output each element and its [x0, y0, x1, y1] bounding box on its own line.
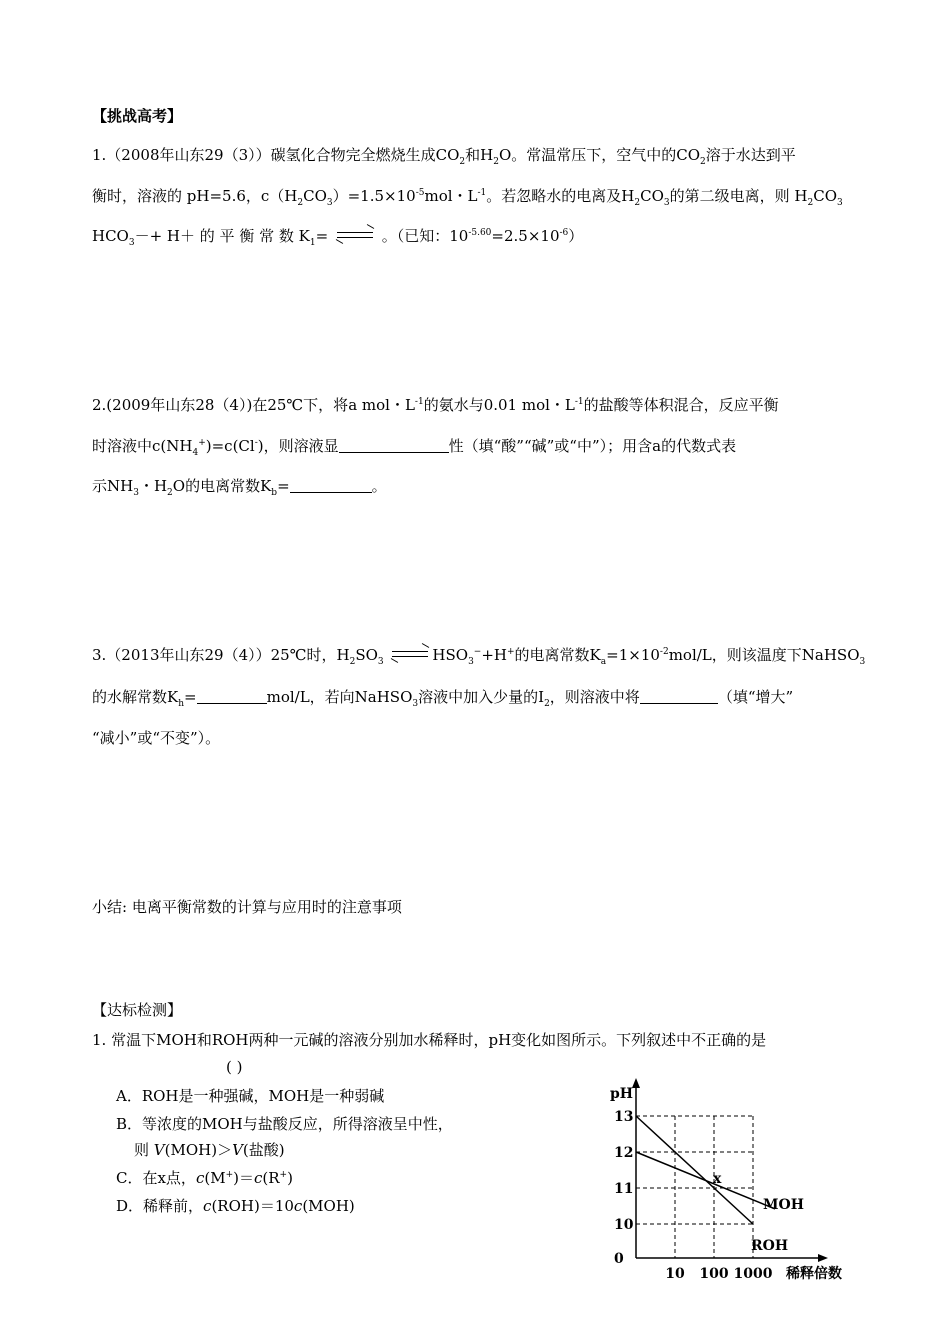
- answer-paren: ( ): [226, 1058, 243, 1076]
- answer-blank[interactable]: [640, 689, 718, 704]
- option-b-line1: B．等浓度的MOH与盐酸反应，所得溶液呈中性，: [116, 1115, 453, 1133]
- x-tick-label: 10: [665, 1266, 685, 1282]
- option-d: D．稀释前，c(ROH)＝10c(MOH): [116, 1197, 355, 1215]
- equilibrium-arrow-icon: [337, 230, 373, 240]
- x-tick-label: 1000: [733, 1266, 773, 1282]
- q1-stem: 1. 常温下MOH和ROH两种一元碱的溶液分别加水稀释时，pH变化如图所示。下列叙述中不正确的是: [92, 1031, 767, 1049]
- option-a: A．ROH是一种强碱，MOH是一种弱碱: [116, 1087, 385, 1105]
- q3-line1: 3.（2013年山东29（4））25℃时，$H_2SO_3$ $HSO_3^-+H^+$的电离常数$K_a=1\times 10^{-2}mol/L$，则该温度下NaHSO$_3$: [92, 645, 865, 665]
- x-axis-label: 稀释倍数: [786, 1266, 842, 1282]
- q2-line2: 时溶液中$c(NH_4^+)=c(Cl^-)$，则溶液显 性（填“酸”“碱”或“中”）；用含a的代数式表: [92, 437, 737, 458]
- q3-line2: 的水解常数$K_h= mol/L$，若向NaHSO$_3$溶液中加入少量的$I_2$，则溶液中将 （填“增大”: [92, 688, 794, 709]
- answer-blank[interactable]: [339, 438, 449, 453]
- q2-line3: 示$NH_3$・$H_2O$的电离常数$K_b=$ 。: [92, 477, 387, 498]
- y-tick-label: 0: [614, 1251, 624, 1267]
- series-line-roh: [636, 1116, 753, 1224]
- point-x-label: x: [713, 1171, 722, 1187]
- option-b-line2: 则 V(MOH)＞V(盐酸): [134, 1141, 285, 1159]
- ph-dilution-chart: [600, 1078, 860, 1288]
- y-tick-label: 10: [614, 1217, 634, 1233]
- y-tick-label: 12: [614, 1145, 634, 1161]
- y-tick-label: 13: [614, 1109, 634, 1125]
- y-axis-arrow-icon: [632, 1078, 640, 1088]
- summary-text: 小结: 电离平衡常数的计算与应用时的注意事项: [92, 898, 402, 916]
- x-tick-label: 100: [699, 1266, 729, 1282]
- answer-blank[interactable]: [290, 478, 372, 493]
- equilibrium-arrow-icon: [392, 649, 428, 659]
- option-c: C．在x点，c(M+)＝c(R+): [116, 1169, 293, 1187]
- series-label-roh: ROH: [751, 1238, 789, 1254]
- answer-blank[interactable]: [197, 689, 267, 704]
- chart-grid: [636, 1116, 753, 1258]
- q1-line1: 1.（2008年山东29（3））碳氢化合物完全燃烧生成$CO_2$和$H_2O$。常温常压下，空气中的$CO_2$溶于水达到平: [92, 146, 796, 167]
- y-tick-label: 11: [614, 1181, 634, 1197]
- section-title-challenge: 【挑战高考】: [92, 107, 183, 125]
- q2-line1: 2.(2009年山东28（4）)在25℃下，将a mol・$L^{-1}$的氨水与0.01 mol・$L^{-1}$的盐酸等体积混合，反应平衡: [92, 396, 779, 414]
- q1-line2: 衡时，溶液的 pH=5.6，$c(H_2CO_3)=1.5\times 10^{-5}mol$・$L^{-1}$。若忽略水的电离及$H_2CO_3$的第二级电离，则 $H_2CO_3$: [92, 187, 843, 208]
- section-title-check: 【达标检测】: [92, 1001, 183, 1019]
- q3-line3: “减小”或“不变”）。: [92, 729, 221, 747]
- x-axis-arrow-icon: [818, 1254, 828, 1262]
- y-axis-label: pH: [610, 1086, 634, 1102]
- q1-line3: $HCO_3-+ H+$ 的 平 衡 常 数 $K_1=$ 。（已知：$10^{-5.60}=2.5\times 10^{-6}$）: [92, 226, 583, 246]
- series-label-moh: MOH: [763, 1196, 804, 1213]
